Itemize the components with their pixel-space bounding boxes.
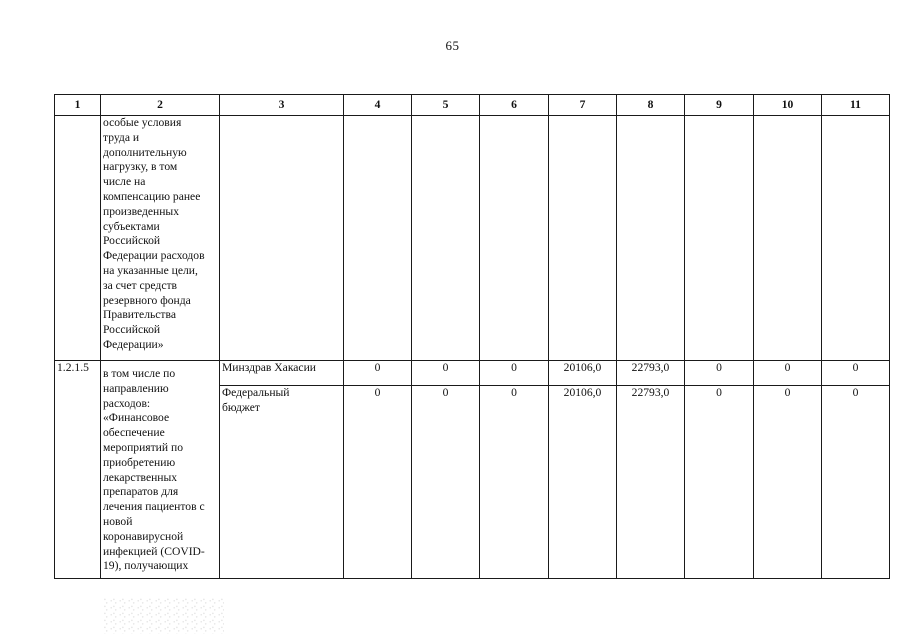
table-cell	[344, 116, 412, 361]
table-cell	[822, 116, 890, 361]
table-cell	[685, 116, 754, 361]
item-description: в том числе по направлению расходов: «Финансовое обеспечение мероприятий по приобретению лекарственных препаратов для лечения пациентов с новой коронавирусной инфекцией (COVID- 19), получающих	[101, 361, 220, 579]
table-cell	[480, 116, 549, 361]
continued-description: особые условия труда и дополнительную нагрузку, в том числе на компенсацию ранее произведенных субъектами Российской Федерации расходов на указанные цели, за счет средств резервного фонда Правительства Российской Федерации»	[101, 116, 220, 361]
value-cell: 0	[754, 386, 822, 579]
column-header-8: 8	[617, 95, 685, 116]
value-cell: 0	[412, 361, 480, 386]
table-cell	[55, 116, 101, 361]
value-cell: 0	[480, 361, 549, 386]
funding-source: Минздрав Хакасии	[220, 361, 344, 386]
item-code: 1.2.1.5	[55, 361, 101, 579]
value-cell: 0	[822, 386, 890, 579]
value-cell: 0	[685, 361, 754, 386]
value-cell: 0	[480, 386, 549, 579]
value-cell: 20106,0	[549, 361, 617, 386]
column-header-10: 10	[754, 95, 822, 116]
value-cell: 22793,0	[617, 361, 685, 386]
header-row	[55, 95, 890, 116]
table-row	[55, 361, 890, 386]
column-header-6: 6	[480, 95, 549, 116]
value-cell: 0	[754, 361, 822, 386]
value-cell: 20106,0	[549, 386, 617, 579]
column-header-1: 1	[55, 95, 101, 116]
column-header-3: 3	[220, 95, 344, 116]
value-cell: 0	[344, 361, 412, 386]
column-header-11: 11	[822, 95, 890, 116]
funding-source: Федеральный бюджет	[220, 386, 344, 579]
table-cell	[754, 116, 822, 361]
continued-row	[55, 116, 890, 361]
column-header-5: 5	[412, 95, 480, 116]
value-cell: 0	[822, 361, 890, 386]
column-header-2: 2	[101, 95, 220, 116]
table-cell	[549, 116, 617, 361]
page-number: 65	[445, 38, 460, 53]
column-header-9: 9	[685, 95, 754, 116]
table-cell	[617, 116, 685, 361]
table-cell	[412, 116, 480, 361]
budget-table	[54, 94, 890, 579]
table-cell	[220, 116, 344, 361]
scan-artifact	[104, 598, 224, 634]
value-cell: 22793,0	[617, 386, 685, 579]
value-cell: 0	[412, 386, 480, 579]
value-cell: 0	[344, 386, 412, 579]
column-header-4: 4	[344, 95, 412, 116]
value-cell: 0	[685, 386, 754, 579]
column-header-7: 7	[549, 95, 617, 116]
